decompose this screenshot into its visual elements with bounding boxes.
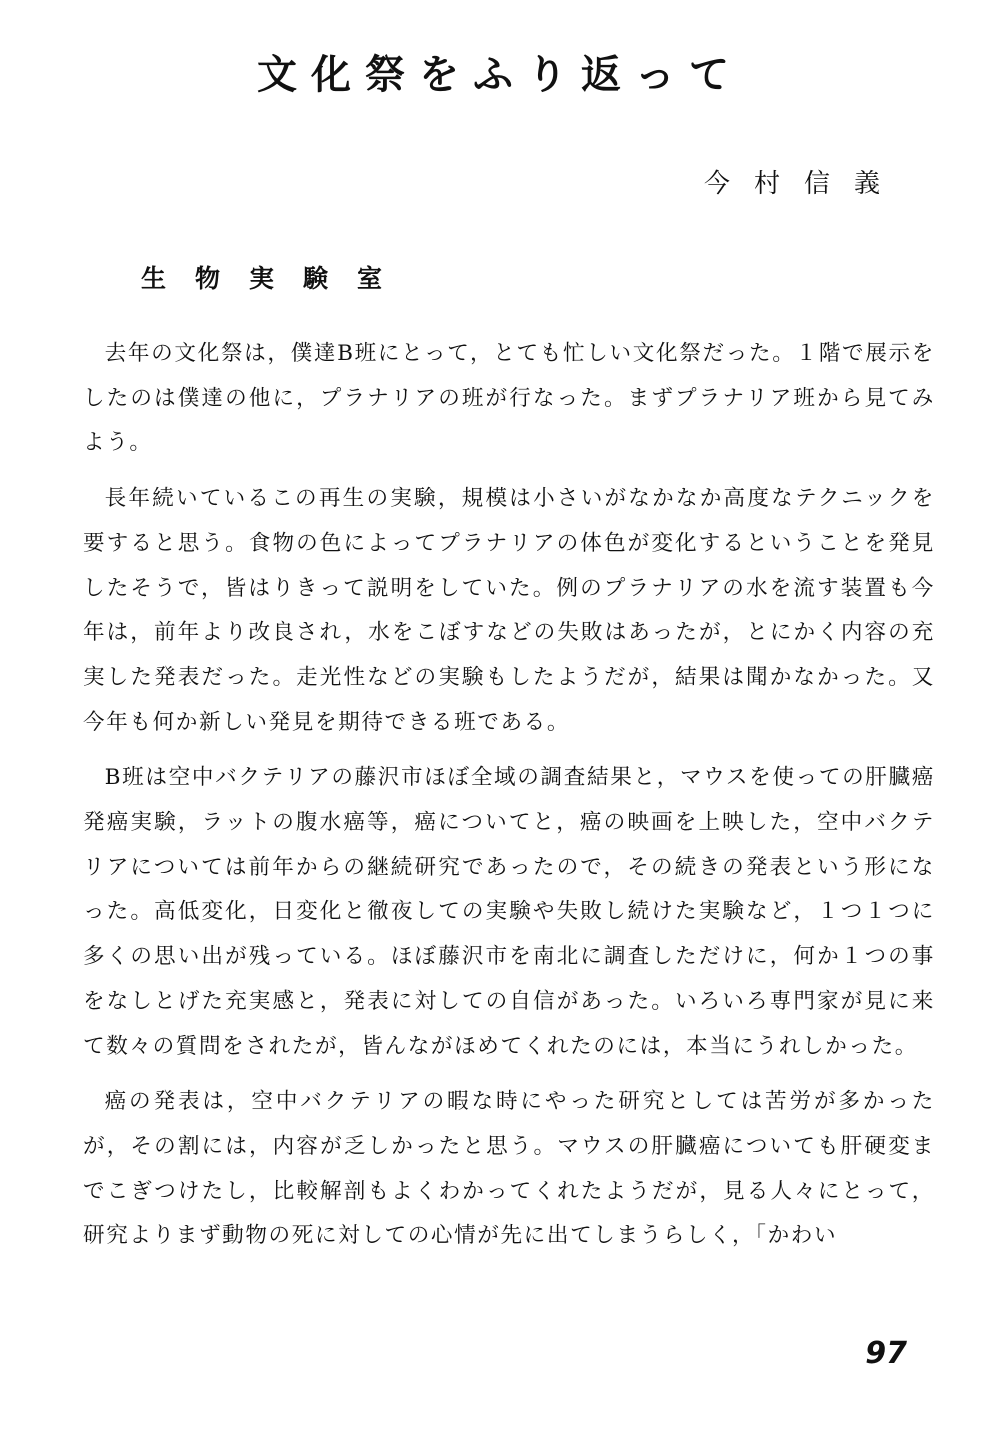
section-heading: 生物実験室 <box>141 264 412 293</box>
paragraph: 長年続いているこの再生の実験，規模は小さいがなかなか高度なテクニックを要すると思う。食物の色によってプラナリアの体色が変化するということを発見したそうで，皆はりきって説明をしていた。例のプラナリアの水を流す装置も今年は，前年より改良され，水をこぼすなどの失敗はあったが，とにかく内容の充実した発表だった。走光性などの実験もしたようだが，結果は聞かなかった。又今年も何か新しい発見を期待できる班である。 <box>83 486 935 735</box>
author-name: 今村信義 <box>703 169 904 199</box>
paragraph: 癌の発表は，空中バクテリアの暇な時にやった研究としては苦労が多かったが，その割には，内容が乏しかったと思う。マウスの肝臓癌についても肝硬変までこぎつけたし，比較解剖もよくわかってくれたようだが，見る人々にとって，研究よりまず動物の死に対しての心情が先に出てしまうらしく，「かわい <box>83 1089 935 1249</box>
paragraph: 去年の文化祭は，僕達B班にとって，とても忙しい文化祭だった。１階で展示をしたのは僕達の他に，プラナリアの班が行なった。まずプラナリア班から見てみよう。 <box>83 341 935 456</box>
page-number: 97 <box>865 1336 907 1371</box>
article-body <box>83 332 935 1270</box>
article-title: 文化祭をふり返って <box>257 51 743 98</box>
paragraph: B班は空中バクテリアの藤沢市ほぼ全域の調査結果と，マウスを使っての肝臓癌発癌実験，ラットの腹水癌等，癌についてと，癌の映画を上映した，空中バクテリアについては前年からの継続研究であったので，その続きの発表という形になった。高低変化，日変化と徹夜しての実験や失敗し続けた実験など，１つ１つに多くの思い出が残っている。ほぼ藤沢市を南北に調査しただけに，何か１つの事をなしとげた充実感と，発表に対しての自信があった。いろいろ専門家が見に来て数々の質問をされたが，皆んながほめてくれたのには，本当にうれしかった。 <box>83 765 935 1059</box>
